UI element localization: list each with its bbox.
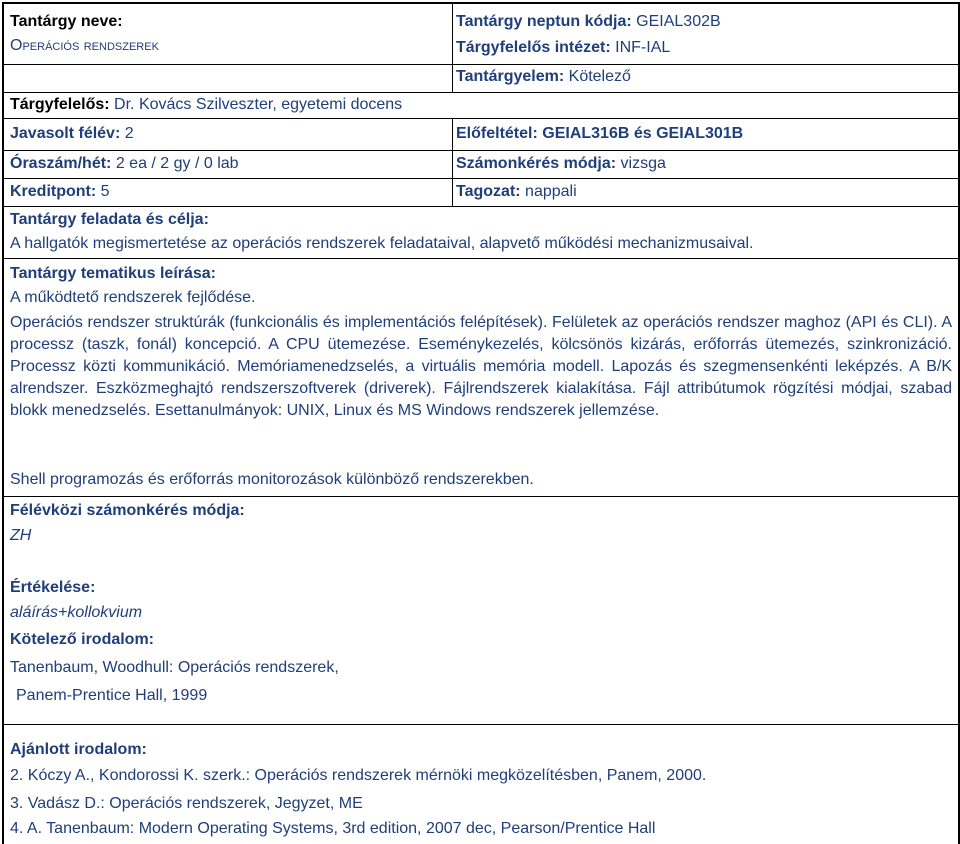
mode-label: Tagozat: xyxy=(456,183,521,200)
element-value: Kötelező xyxy=(568,68,631,85)
evaluation-title: Értékelése: xyxy=(10,579,96,596)
credit-label: Kreditpont: xyxy=(10,183,97,200)
prerequisite xyxy=(456,124,743,144)
divider xyxy=(452,64,453,92)
exam-type xyxy=(456,154,666,174)
required-line-1: Tanenbaum, Woodhull: Operációs rendszerek, xyxy=(10,659,339,676)
neptun-code xyxy=(456,12,721,32)
recommended-title: Ajánlott irodalom: xyxy=(10,741,147,758)
credit-value: 5 xyxy=(100,183,110,200)
semester-value: 2 xyxy=(124,125,134,142)
institute-value: INF-IAL xyxy=(615,39,671,56)
responsible-label: Tárgyfelelős: xyxy=(10,96,110,113)
evaluation-value: aláírás+kollokvium xyxy=(10,604,143,621)
topics-last-line: Shell programozás és erőforrás monitorozások különböző rendszerekben. xyxy=(10,471,534,488)
prereq-value: GEIAL316B és GEIAL301B xyxy=(542,125,744,142)
divider xyxy=(452,150,453,178)
subject-element xyxy=(456,67,631,87)
element-label: Tantárgyelem: xyxy=(456,68,565,85)
required-title: Kötelező irodalom: xyxy=(10,631,155,648)
prereq-label: Előfeltétel: xyxy=(456,125,538,142)
neptun-value: GEIAL302B xyxy=(636,13,721,30)
semester-label: Javasolt félév: xyxy=(10,125,121,142)
goal-title: Tantárgy feladata és célja: xyxy=(10,211,209,228)
responsible-institute xyxy=(456,38,670,58)
exam-label: Számonkérés módja: xyxy=(456,155,617,172)
recommended-item: 3. Vadász D.: Operációs rendszerek, Jegyzet, ME xyxy=(10,795,363,812)
credits xyxy=(10,182,110,202)
midterm-value: ZH xyxy=(10,527,32,544)
course-sheet xyxy=(2,2,960,844)
subject-name-value: Operációs rendszerek xyxy=(10,37,159,54)
header-row-3 xyxy=(4,92,958,119)
topics-paragraph: Operációs rendszer struktúrák (funkcionális és implementációs felépítések). Felületek az operációs rendszer maghoz (API és CLI). A processz (taszk, fonál) koncepció. A CPU ütemezése. Eseménykezelés, kölcsönös kizárás, erőforrás ütemezés, szinkronizáció. Processz közti kommunikáció. Memóriamenedzselés, a virtuális memória modell. Lapozás és szegmensenkénti leképzés. A B/K alrendszer. Eszközmeghajtó rendszerszoftverek (driverek). Fájlrendszerek kialakítása. Fájl attribútumok rögzítési módjai, szabad blokk menedzselés. Esettanulmányok: UNIX, Linux és MS Windows rendszerek jellemzése. xyxy=(10,314,952,419)
required-line-2: Panem-Prentice Hall, 1999 xyxy=(16,687,208,704)
hours-per-week xyxy=(10,154,239,174)
recommended-item: 2. Kóczy A., Kondorossi K. szerk.: Operációs rendszerek mérnöki megközelítésben, Panem, 2000. xyxy=(10,767,707,784)
topics-title: Tantárgy tematikus leírása: xyxy=(10,265,217,282)
hours-label: Óraszám/hét: xyxy=(10,155,112,172)
hours-value: 2 ea / 2 gy / 0 lab xyxy=(115,155,239,172)
semester xyxy=(10,124,134,144)
midterm-title: Félévközi számonkérés módja: xyxy=(10,502,245,519)
divider xyxy=(452,118,453,150)
divider xyxy=(452,178,453,206)
subject-name-label: Tantárgy neve: xyxy=(10,13,123,30)
mode-value: nappali xyxy=(525,183,577,200)
divider xyxy=(452,4,453,64)
exam-value: vizsga xyxy=(620,155,666,172)
study-mode xyxy=(456,182,577,202)
goal-text: A hallgatók megismertetése az operációs rendszerek feladataival, alapvető működési mechanizmusaival. xyxy=(10,235,754,252)
topics-line-1: A működtető rendszerek fejlődése. xyxy=(10,289,256,306)
recommended-item: 4. A. Tanenbaum: Modern Operating Systems, 3rd edition, 2007 dec, Pearson/Prentice Hall xyxy=(10,820,656,837)
neptun-label: Tantárgy neptun kódja: xyxy=(456,13,632,30)
responsible-value: Dr. Kovács Szilveszter, egyetemi docens xyxy=(114,96,403,113)
institute-label: Tárgyfelelős intézet: xyxy=(456,39,611,56)
